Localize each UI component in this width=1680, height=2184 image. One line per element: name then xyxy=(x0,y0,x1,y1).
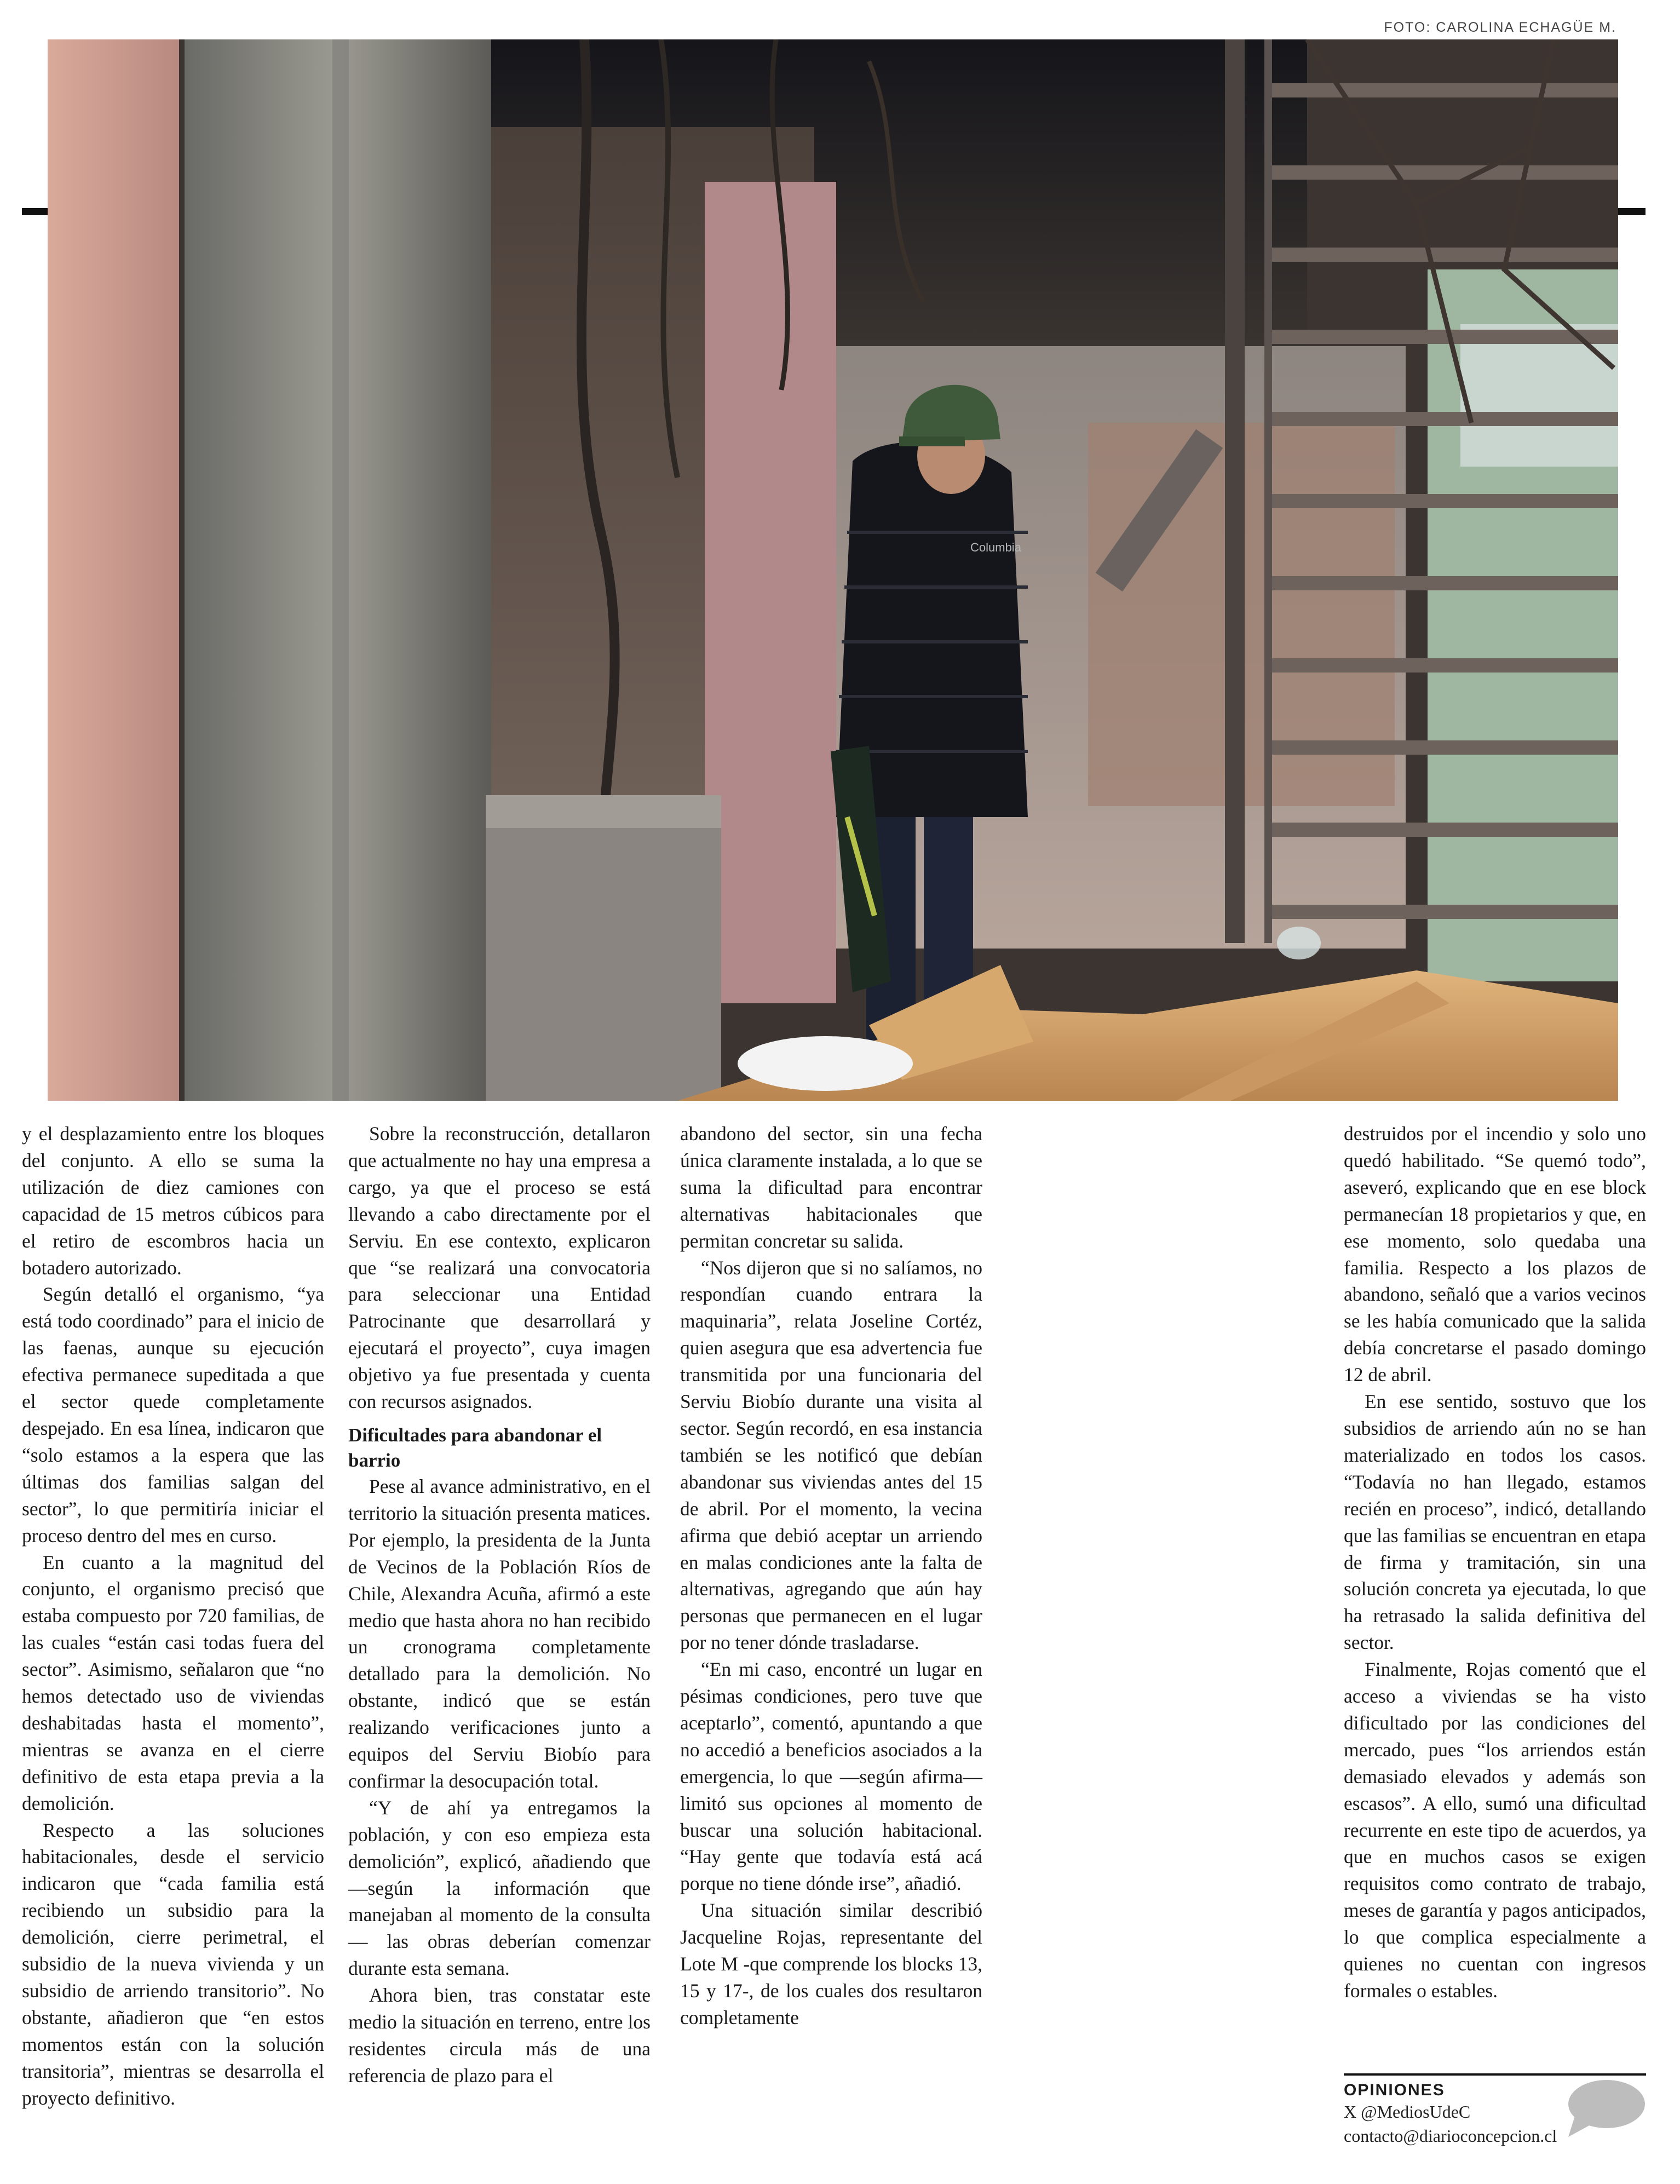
main-photo xyxy=(48,39,1618,1101)
paragraph: Ahora bien, tras constatar este medio la situación en terreno, entre los residentes circula más de una referencia de plazo para el xyxy=(348,1984,651,2087)
opinions-x-handle[interactable]: X @MediosUdeC xyxy=(1344,2102,1471,2122)
paragraph: Respecto a las soluciones habitacionales, desde el servicio indicaron que “cada familia está recibiendo un subsidio para la demolición, cierre perimetral, el subsidio de la nueva vivienda y un subsidio de arriendo transitorio”. No obstante, añadieron que “en estos momentos están con la solución transitoria”, mientras se desarrolla el proyecto definitivo. xyxy=(22,1819,324,2109)
opinions-box xyxy=(1344,2073,1646,2148)
column-2 xyxy=(348,1120,651,2089)
opinions-rule xyxy=(1344,2073,1646,2076)
paragraph: y el desplazamiento entre los bloques del conjunto. A ello se suma la utilización de diez camiones con capacidad de 15 metros cúbicos para el retiro de escombros hacia un botadero autorizado. xyxy=(22,1123,324,1279)
column-3 xyxy=(680,1120,982,2031)
paragraph: abandono del sector, sin una fecha única claramente instalada, a lo que se suma la dificultad para encontrar alternativas habitacionales que permitan concretar su salida. xyxy=(680,1123,982,1252)
opinions-title: OPINIONES xyxy=(1344,2081,1445,2099)
paragraph: “Nos dijeron que si no salíamos, no respondían cuando entrara la maquinaria”, relata Joseline Cortéz, quien asegura que esa advertencia fue transmitida por una funcionaria del Serviu Biobío durante una visita al sector. Según recordó, en esa instancia también se les notificó que debían abandonar sus viviendas antes del 15 de abril. Por el momento, la vecina afirma que debió aceptar un arriendo en malas condiciones ante la falta de alternativas, agregando que aún hay personas que permanecen en el lugar por no tener dónde trasladarse. xyxy=(680,1256,982,1654)
jacket-logo-text: Columbia xyxy=(970,541,1021,554)
opinions-email[interactable]: contacto@diarioconcepcion.cl xyxy=(1344,2126,1557,2146)
paragraph: Finalmente, Rojas comentó que el acceso a viviendas se ha visto dificultado por las condiciones del mercado, pues “los arriendos están demasiado elevados y además son escasos”. A ello, sumó una dificultad recurrente en este tipo de acuerdos, ya que en muchos casos se exigen requisitos como contrato de trabajo, meses de garantía y pagos anticipados, lo que complica especialmente a quienes no cuentan con ingresos formales o estables. xyxy=(1344,1658,1646,2002)
paragraph: “En mi caso, encontré un lugar en pésimas condiciones, pero tuve que aceptarlo”, comentó, apuntando a que no accedió a beneficios asociados a la emergencia, lo que —según afirma— limitó sus opciones al momento de buscar una solución habitacional. “Hay gente que todavía está acá porque no tiene dónde irse”, añadió. xyxy=(680,1658,982,1895)
section-subheading: Dificultades para abandonar el barrio xyxy=(348,1424,602,1471)
paragraph: Según detalló el organismo, “ya está todo coordinado” para el inicio de las faenas, aunque su ejecución efectiva permanece supeditada a que el sector quede completamente despejado. En esa línea, indicaron que “solo estamos a la espera que las últimas dos familias salgan del sector”, lo que permitiría iniciar el proceso dentro del mes en curso. xyxy=(22,1283,324,1547)
section-rule-left xyxy=(22,208,49,215)
paragraph: destruidos por el incendio y solo uno quedó habilitado. “Se quemó todo”, aseveró, explicando que en ese block permanecían 18 propietarios y que, en ese momento, solo quedaba una familia. Respecto a los plazos de abandono, señaló que a varios vecinos se les había comunicado que la salida debía concretarse el pasado domingo 12 de abril. xyxy=(1344,1123,1646,1386)
paragraph: “Y de ahí ya entregamos la población, y con eso empieza esta demolición”, explicó, añadiendo que —según la información que manejaban al momento de la consulta— las obras deberían comenzar durante esta semana. xyxy=(348,1796,651,1980)
paragraph: En ese sentido, sostuvo que los subsidios de arriendo aún no se han materializado en todos los casos. “Todavía no han llegado, estamos recién en proceso”, indicó, detallando que las familias se encuentran en etapa de firma y tramitación, sin una solución concreta ya ejecutada, lo que ha retrasado la salida definitiva del sector. xyxy=(1344,1390,1646,1654)
paragraph: En cuanto a la magnitud del conjunto, el organismo precisó que estaba compuesto por 720 familias, de las cuales “están casi todas fuera del sector”. Asimismo, señalaron que “no hemos detectado uso de viviendas deshabitadas hasta el momento”, mientras se avanza en el cierre definitivo de esta etapa previa a la demolición. xyxy=(22,1551,324,1814)
paragraph: Una situación similar describió Jacqueline Rojas, representante del Lote M -que comprende los blocks 13, 15 y 17-, de los cuales dos resultaron completamente xyxy=(680,1899,982,2028)
paragraph: Sobre la reconstrucción, detallaron que actualmente no hay una empresa a cargo, ya que el proceso se está llevando a cabo directamente por el Serviu. En ese contexto, explicaron que “se realizará una convocatoria para seleccionar una Entidad Patrocinante que desarrollará y ejecutará el proyecto”, cuya imagen objetivo ya fue presentada y cuenta con recursos asignados. xyxy=(348,1123,651,1413)
photo-credit: FOTO: CAROLINA ECHAGÜE M. xyxy=(1384,20,1616,35)
column-1 xyxy=(22,1120,324,2112)
section-rule-right xyxy=(1618,208,1646,215)
speech-bubble-icon xyxy=(1564,2078,1646,2139)
paragraph: Pese al avance administrativo, en el territorio la situación presenta matices. Por ejemplo, la presidenta de la Junta de Vecinos de la Población Ríos de Chile, Alexandra Acuña, afirmó a este medio que hasta ahora no han recibido un cronograma completamente detallado para la demolición. No obstante, indicó que se están realizando verificaciones junto a equipos del Serviu Biobío para confirmar la desocupación total. xyxy=(348,1475,651,1792)
column-5 xyxy=(1344,1120,1646,2004)
